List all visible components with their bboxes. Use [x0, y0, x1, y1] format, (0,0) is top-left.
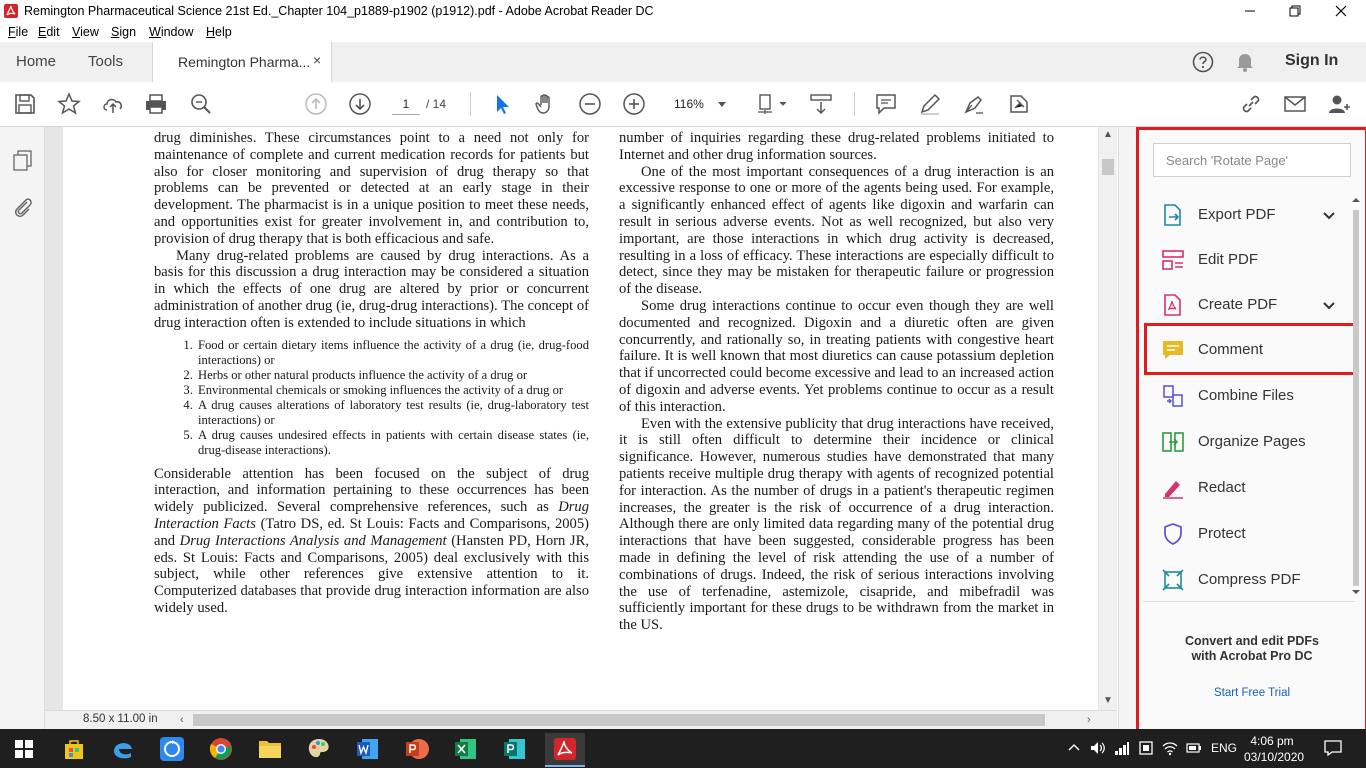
cloud-upload-icon [101, 92, 125, 116]
acrobat-reader-icon [553, 737, 577, 761]
document-tab-label: Remington Pharma... [178, 54, 311, 70]
highlight-tool-button[interactable] [917, 91, 943, 117]
hand-tool-button[interactable] [533, 91, 559, 117]
zoom-level-value: 116% [674, 97, 704, 111]
find-button[interactable] [188, 91, 214, 117]
arrow-down-circle-icon [348, 92, 372, 116]
taskbar-acrobat-active[interactable] [545, 733, 585, 767]
scrolling-mode-button[interactable] [808, 91, 834, 117]
restore-icon [1289, 5, 1301, 17]
tools-pane-scrollbar[interactable] [1351, 196, 1361, 596]
compress-pdf-icon [1161, 568, 1185, 592]
taskbar-paint[interactable] [303, 733, 335, 765]
list-item: 3. Environmental chemicals or smoking influences the activity of a drug or [196, 383, 589, 398]
envelope-icon [1283, 92, 1307, 116]
tool-organize-pages[interactable] [1147, 422, 1347, 462]
upgrade-promo-text [1139, 634, 1365, 664]
tool-label: Create PDF [1198, 296, 1278, 313]
comment-bubble-icon [874, 92, 898, 116]
chevron-down-icon [718, 102, 726, 107]
scroll-up-arrow-icon[interactable]: ▲ [1103, 129, 1113, 140]
clock-date: 03/10/2020 [1244, 750, 1305, 764]
taskbar-file-explorer[interactable] [254, 733, 286, 765]
protect-icon [1161, 522, 1185, 546]
paragraph: Even with the extensive publicity that drug interactions have received, it is still often difficult to determine their incidence or clinical significance. However, numerous studies have demonstrated that many patients receive multiple drug therapy with agents of recognized potential for interaction. As the number of drugs in a patient's therapeutic regimen increases, the greater is the risk of occurrence of a drug interaction. Although there are only limited data regarding many of the potential drug interactions that have been suggested, considerable progress has been made in defining the level of risk attending the use of a number of combinations of drugs. Indeed, the risk of serious interactions involving the use of terfenadine, astemizole, cisapride, and mibefradil was sufficiently important for these drugs to be withdrawn from the market in the US. [619, 415, 1054, 634]
network-icon[interactable] [1114, 740, 1130, 756]
paragraph: Some drug interactions continue to occur even though they are well documented and recognized. Digoxin and a diuretic often are given concurrently, and rationally so, in treating patients with congestive heart failure. It is well known that most diuretics can cause potassium depletion that if uncorrected could become excessive and lead to an increased action of digoxin and adverse events. Yet problems continue to occur as a result of this interaction. [619, 297, 1054, 415]
printer-icon [144, 92, 168, 116]
toolbar [0, 82, 1366, 127]
more-tools-button[interactable] [1006, 91, 1032, 117]
export-pdf-icon [1161, 203, 1185, 227]
paragraph: Many drug-related problems are caused by drug interactions. As a basis for this discussion a drug interaction may be considered a situation in which the effects of one drug are altered by prior or concurrent administration of another drug (ie, drug-drug interactions). The concept of drug interaction often is extended to include situations in which [154, 247, 589, 331]
add-user-icon [1327, 92, 1351, 116]
promo-line: with Acrobat Pro DC [1191, 649, 1313, 663]
close-icon [1335, 5, 1347, 17]
tool-combine-files[interactable] [1147, 376, 1347, 416]
powerpoint-icon [405, 737, 429, 761]
tool-label: Compress PDF [1198, 571, 1301, 588]
taskbar-edge[interactable] [107, 733, 139, 765]
taskbar-powerpoint[interactable] [401, 733, 433, 765]
minimize-icon [1244, 5, 1256, 17]
list-item: 2. Herbs or other natural products influence the activity of a drug or [196, 368, 589, 383]
tool-edit-pdf[interactable] [1147, 240, 1347, 280]
sign-stamp-icon [1007, 92, 1031, 116]
arrow-up-circle-icon [304, 92, 328, 116]
scrollbar-thumb[interactable] [1102, 159, 1114, 175]
chrome-browser-icon [209, 737, 233, 761]
scroll-down-arrow-icon[interactable]: ▼ [1103, 695, 1113, 706]
comment-icon [1161, 338, 1185, 362]
restore-button[interactable] [1272, 0, 1318, 22]
close-window-button[interactable] [1318, 0, 1364, 22]
chevron-down-icon[interactable] [1321, 207, 1337, 223]
left-text-column [154, 130, 589, 617]
tab-tools[interactable]: Tools [88, 53, 124, 70]
edge-browser-icon [111, 737, 135, 761]
plus-circle-icon [622, 92, 646, 116]
paragraph: One of the most important consequences of a drug interaction is an excessive response to one or more of the agents being used. For example, a significantly enhanced effect of agents like digoxin and warfarin can result in serious adverse events. Not as well recognized, but also very important, are those interactions in which drug activity is decreased, resulting in a loss of efficacy. These interactions are especially difficult to detect, since they may be mistaken for therapeutic failure or progression of the disease. [619, 163, 1054, 298]
tools-pane [1136, 127, 1366, 732]
page-fit-icon [756, 92, 788, 116]
tool-label: Export PDF [1198, 206, 1276, 223]
reference-title: Drug Interaction Facts [154, 499, 589, 532]
close-tab-icon[interactable]: × [313, 52, 322, 68]
start-free-trial-link[interactable]: Start Free Trial [1213, 687, 1291, 699]
print-button[interactable] [143, 91, 169, 117]
tool-label: Redact [1198, 479, 1246, 496]
paragraph [154, 466, 589, 617]
menu-help[interactable]: Help [206, 25, 232, 39]
add-user-button[interactable] [1326, 91, 1352, 117]
tab-document[interactable] [152, 42, 332, 83]
tab-bar [0, 42, 1366, 83]
page-total: / 14 [426, 97, 447, 111]
chevron-down-icon[interactable] [1321, 297, 1337, 313]
email-button[interactable] [1282, 91, 1308, 117]
taskbar-chrome[interactable] [205, 733, 237, 765]
previous-page-button[interactable] [303, 91, 329, 117]
list-item: 5. A drug causes undesired effects in patients with certain disease states (ie, drug-disease interactions). [196, 428, 589, 458]
title-bar [0, 0, 1366, 22]
tab-home[interactable]: Home [16, 53, 57, 70]
status-bar [45, 710, 1117, 730]
taskbar-sync-app[interactable] [156, 733, 188, 765]
input-language[interactable]: ENG [1211, 741, 1238, 755]
excel-icon [454, 737, 478, 761]
link-icon [1239, 92, 1263, 116]
menu-view[interactable]: View [72, 25, 99, 39]
next-page-button[interactable] [347, 91, 373, 117]
tool-label: Protect [1198, 525, 1246, 542]
volume-icon[interactable] [1090, 740, 1106, 756]
cursor-arrow-icon [490, 92, 514, 116]
menu-bar [0, 22, 1366, 42]
edit-pdf-icon [1161, 248, 1185, 272]
combine-files-icon [1161, 384, 1185, 408]
system-clock[interactable] [1244, 733, 1305, 765]
window-title: Remington Pharmaceutical Science 21st Ed._Chapter 104_p1889-p1902 (p1912).pdf - Adobe Acrobat Reader DC [24, 4, 654, 18]
word-icon [356, 737, 380, 761]
battery-icon[interactable] [1186, 740, 1202, 756]
hand-icon [534, 92, 558, 116]
tool-protect[interactable] [1147, 514, 1347, 554]
tool-comment[interactable] [1147, 330, 1347, 370]
scroll-mode-icon [809, 92, 833, 116]
windows-taskbar [0, 729, 1366, 768]
taskbar-publisher[interactable] [499, 733, 531, 765]
create-pdf-icon [1161, 293, 1185, 317]
redact-icon [1161, 476, 1185, 500]
comment-tool-button[interactable] [873, 91, 899, 117]
text-run: (Tatro DS, ed. St Louis: Facts and Comparisons, 2005) and [154, 515, 589, 549]
menu-sign[interactable]: Sign [111, 25, 137, 39]
zoom-out-button[interactable] [577, 91, 603, 117]
search-zoom-icon [189, 92, 213, 116]
upload-cloud-button[interactable] [100, 91, 126, 117]
vertical-scrollbar[interactable] [1099, 127, 1117, 710]
star-icon [57, 92, 81, 116]
tools-search-input[interactable]: Search 'Rotate Page' [1153, 143, 1351, 177]
list-item: 1. Food or certain dietary items influence the activity of a drug (ie, drug-food interactions) or [196, 338, 589, 368]
page-number-input[interactable]: 1 [392, 94, 420, 115]
organize-pages-icon [1161, 430, 1185, 454]
tool-create-pdf[interactable] [1147, 285, 1347, 325]
tool-label: Edit PDF [1198, 251, 1259, 268]
taskbar-store[interactable] [58, 733, 90, 765]
save-button[interactable] [12, 91, 38, 117]
show-hidden-icons-chevron-icon[interactable] [1068, 741, 1080, 755]
promo-line: Convert and edit PDFs [1184, 634, 1320, 648]
paragraph: number of inquiries regarding these drug-related problems initiated to Internet and other drug information sources. [619, 130, 1054, 163]
acrobat-app-icon [4, 4, 18, 18]
page-size-label: 8.50 x 11.00 in [83, 713, 158, 725]
attachments-paperclip-icon[interactable] [12, 195, 34, 219]
pen-icon [918, 92, 942, 116]
select-tool-button[interactable] [489, 91, 515, 117]
sign-in-button[interactable]: Sign In [1285, 52, 1339, 69]
horizontal-scrollbar-thumb[interactable] [193, 714, 1045, 726]
tool-compress-pdf[interactable] [1147, 560, 1347, 600]
zoom-in-button[interactable] [621, 91, 647, 117]
scroll-right-arrow-icon[interactable]: › [1087, 714, 1091, 726]
notifications-bell-icon[interactable] [1235, 51, 1255, 73]
reference-title: Drug Interactions Analysis and Management [179, 532, 447, 549]
start-button[interactable] [8, 733, 40, 765]
menu-window[interactable]: Window [149, 25, 194, 39]
tool-export-pdf[interactable] [1147, 195, 1347, 235]
zoom-level-select[interactable] [666, 94, 730, 114]
publisher-icon [503, 737, 527, 761]
bookmark-star-button[interactable] [56, 91, 82, 117]
toolbar-divider [854, 92, 855, 116]
folder-icon [258, 738, 282, 760]
numbered-list [154, 338, 589, 458]
tool-redact[interactable] [1147, 468, 1347, 508]
tool-label: Comment [1198, 341, 1264, 358]
save-icon [13, 92, 37, 116]
toolbar-divider [470, 92, 471, 116]
fountain-pen-icon [962, 92, 986, 116]
page-thumbnails-icon[interactable] [12, 149, 34, 171]
windows-logo-icon [14, 739, 34, 759]
scroll-left-arrow-icon[interactable]: ‹ [180, 714, 184, 726]
menu-file[interactable]: File [8, 25, 29, 39]
minus-circle-icon [578, 92, 602, 116]
text-run: (Hansten PD, Horn JR, eds. St Louis: Facts and Comparisons, 2005) deal exclusively with this subject, while other references give extensive attention to it. Computerized databases that provide drug interaction information are also widely used. [154, 532, 589, 616]
tool-label: Organize Pages [1198, 433, 1306, 450]
tool-label: Combine Files [1198, 387, 1294, 404]
page-view-button[interactable] [754, 91, 790, 117]
paragraph: drug diminishes. These circumstances point to a need not only for maintenance of complete and current medication records for patients but also for closer monitoring and supervision of drug therapy so that problems can be prevented or detected at an early stage in their development. The pharmacist is in a unique position to meet these needs, and opportunities exist for greater involvement in, and contribution to, provision of drug therapy that is both efficacious and safe. [154, 130, 589, 247]
menu-edit[interactable]: Edit [38, 25, 60, 39]
taskbar-excel[interactable] [450, 733, 482, 765]
store-bag-icon [62, 737, 86, 761]
text-run: Considerable attention has been focused on the subject of drug interaction, and information pertaining to these occurrences has been widely publicized. Several comprehensive references, such as [154, 465, 589, 516]
paint-palette-icon [307, 737, 331, 761]
list-item: 4. A drug causes alterations of laboratory test results (ie, drug-laboratory test interactions) or [196, 398, 589, 428]
right-text-column [619, 130, 1054, 634]
navigation-pane [0, 127, 45, 729]
taskbar-word[interactable] [352, 733, 384, 765]
divider [1143, 601, 1355, 602]
help-icon[interactable] [1192, 51, 1214, 73]
share-link-button[interactable] [1238, 91, 1264, 117]
wifi-icon[interactable] [1162, 740, 1178, 756]
pdf-page[interactable] [63, 127, 1098, 710]
sync-app-icon [159, 736, 185, 762]
fill-sign-button[interactable] [961, 91, 987, 117]
action-center-notification-icon[interactable] [1324, 740, 1342, 756]
device-icon[interactable] [1138, 740, 1154, 756]
minimize-button[interactable] [1227, 0, 1273, 22]
clock-time: 4:06 pm [1250, 734, 1294, 748]
